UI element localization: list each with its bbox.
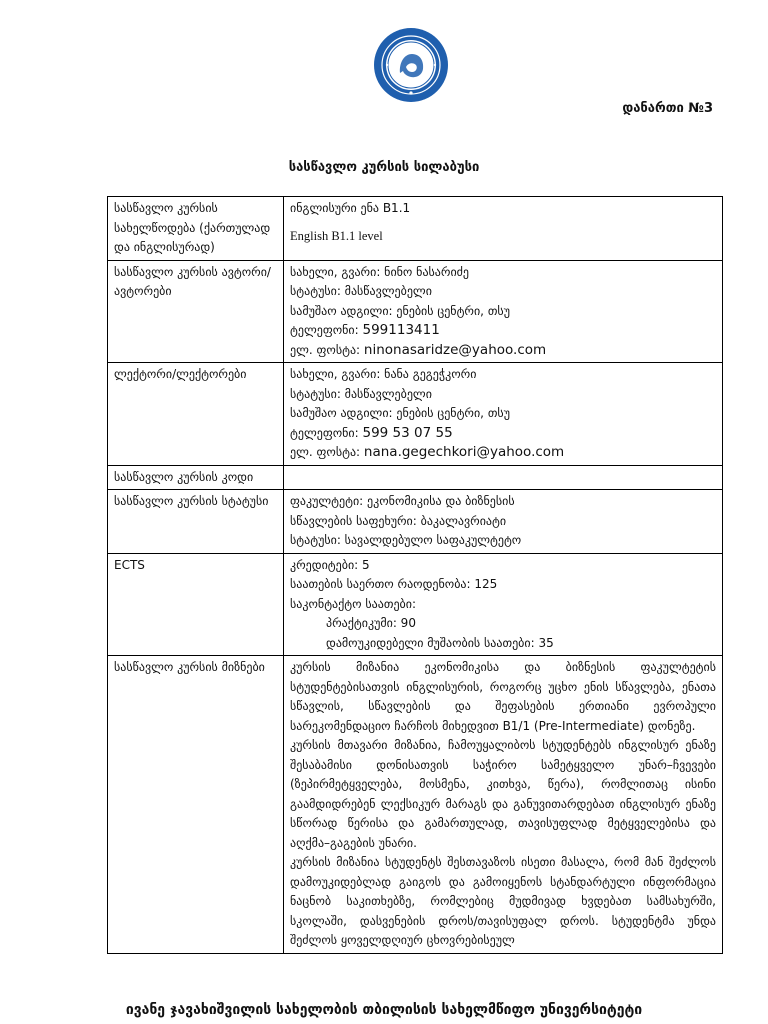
- course-name-ka: ინგლისური ენა B1.1: [290, 201, 411, 215]
- row-value: [284, 553, 723, 656]
- lecturer-name: სახელი, გვარი: ნანა გეგეჭკორი: [290, 367, 477, 381]
- course-name-en: English B1.1 level: [290, 228, 383, 243]
- row-label: ECTS: [108, 553, 284, 656]
- goal-paragraph: კურსის მთავარი მიზანია, ჩამოუყალიბოს სტუდენტებს ინგლისურ ენაზე შესაბამისი დონისათვის საჭირო სამეტყველო უნარ–ჩვევები (ზეპირმეტყველება, მოსმენა, კითხვა, წერა), რომლითაც ისინი გაამდიდრებენ ლექსიკურ მარაგს და განუვითარდებათ ინგლისურ ენაზე სწორად წერისა და გამართულად, თავისუფლად მეტყველებისა და აღქმა–გაგების უნარი.: [290, 738, 716, 850]
- practicum-hours: პრაქტიკუმი: 90: [326, 616, 416, 630]
- document-title: სასწავლო კურსის სილაბუსი: [288, 160, 480, 175]
- row-value: [284, 490, 723, 554]
- table-row-goals: [108, 656, 723, 954]
- email-prefix: ელ. ფოსტა:: [290, 342, 364, 357]
- author-status: სტატუსი: მასწავლებელი: [290, 284, 432, 298]
- university-seal-logo: [373, 27, 449, 103]
- author-name: სახელი, გვარი: ნინო ნასარიძე: [290, 264, 470, 279]
- lecturer-email-line: [290, 443, 716, 463]
- row-value: [284, 197, 723, 261]
- lecturer-workplace: სამუშაო ადგილი: ენების ცენტრი, თსუ: [290, 406, 510, 420]
- total-hours: საათების საერთო რაოდენობა: 125: [290, 577, 498, 591]
- author-email-line: [290, 341, 716, 361]
- row-value: [284, 656, 723, 954]
- email-prefix: ელ. ფოსტა:: [290, 445, 364, 459]
- row-label: სასწავლო კურსის ავტორი/ავტორები: [108, 260, 284, 363]
- row-value: [284, 363, 723, 466]
- author-phone-line: [290, 321, 716, 341]
- author-email-link[interactable]: ninonasaridze@yahoo.com: [363, 341, 547, 358]
- row-label: ლექტორი/ლექტორები: [108, 363, 284, 466]
- table-row-course-code: [108, 465, 723, 490]
- lecturer-phone: 599 53 07 55: [362, 424, 453, 441]
- table-row-course-status: [108, 490, 723, 554]
- row-label: სასწავლო კურსის სახელწოდება (ქართულად და ინგლისურად): [108, 197, 284, 261]
- table-row-course-name: [108, 197, 723, 261]
- table-row-authors: [108, 260, 723, 363]
- author-workplace: სამუშაო ადგილი: ენების ცენტრი, თსუ: [290, 303, 510, 318]
- row-value: [284, 260, 723, 363]
- goal-paragraph: კურსის მიზანია სტუდენტს შესთავაზოს ისეთი მასალა, რომ მან შეძლოს დამოუკიდებლად გაიგოს და გამოიყენოს სტანდარტული ინფორმაცია ნაცნობ საკითხებზე, რომლებიც მუდმივად ხვდებათ სამსახურში, სკოლაში, დასვენების დროს/თავისუფალ დროს. სტუდენტმა უნდა შეძლოს ყოველდღიურ ცხოვრებისეულ: [290, 855, 716, 947]
- goal-paragraph: კურსის მიზანია ეკონომიკისა და ბიზნესის ფაკულტეტის სტუდენტებისათვის ინგლისურის, როგორც უცხო ენის სწავლება, ენათა სწავლის, სწავლების და შეფასების ერთიანი ევროპული სარეკომენდაციო ჩარჩოს მიხედვით B1/1 (Pre-Intermediate) დონეზე.: [290, 660, 716, 733]
- row-label: სასწავლო კურსის კოდი: [108, 465, 284, 490]
- lecturer-email-link[interactable]: nana.gegechkori@yahoo.com: [363, 444, 565, 460]
- phone-prefix: ტელეფონი:: [290, 425, 363, 440]
- university-footer: ივანე ჯავახიშვილის სახელობის თბილისის სახელმწიფო უნივერსიტეტი: [125, 1002, 643, 1018]
- faculty: ფაკულტეტი: ეკონომიკისა და ბიზნესის: [290, 494, 515, 508]
- row-label: სასწავლო კურსის სტატუსი: [108, 490, 284, 554]
- table-row-lecturers: [108, 363, 723, 466]
- independent-hours: დამოუკიდებელი მუშაობის საათები: 35: [326, 635, 554, 650]
- row-label: სასწავლო კურსის მიზნები: [108, 656, 284, 954]
- contact-hours: საკონტაქტო საათები:: [290, 596, 417, 611]
- lecturer-phone-line: [290, 424, 716, 444]
- credits: კრედიტები: 5: [290, 557, 370, 572]
- study-level: სწავლების საფეხური: ბაკალავრიატი: [290, 513, 507, 528]
- lecturer-status: სტატუსი: მასწავლებელი: [290, 386, 432, 401]
- status: სტატუსი: სავალდებულო საფაკულტეტო: [290, 533, 522, 547]
- author-phone: 599113411: [362, 322, 440, 338]
- table-row-ects: [108, 553, 723, 656]
- phone-prefix: ტელეფონი:: [290, 323, 363, 337]
- course-code-value: [284, 465, 723, 490]
- appendix-number: დანართი №3: [622, 101, 713, 116]
- syllabus-table: [107, 196, 723, 954]
